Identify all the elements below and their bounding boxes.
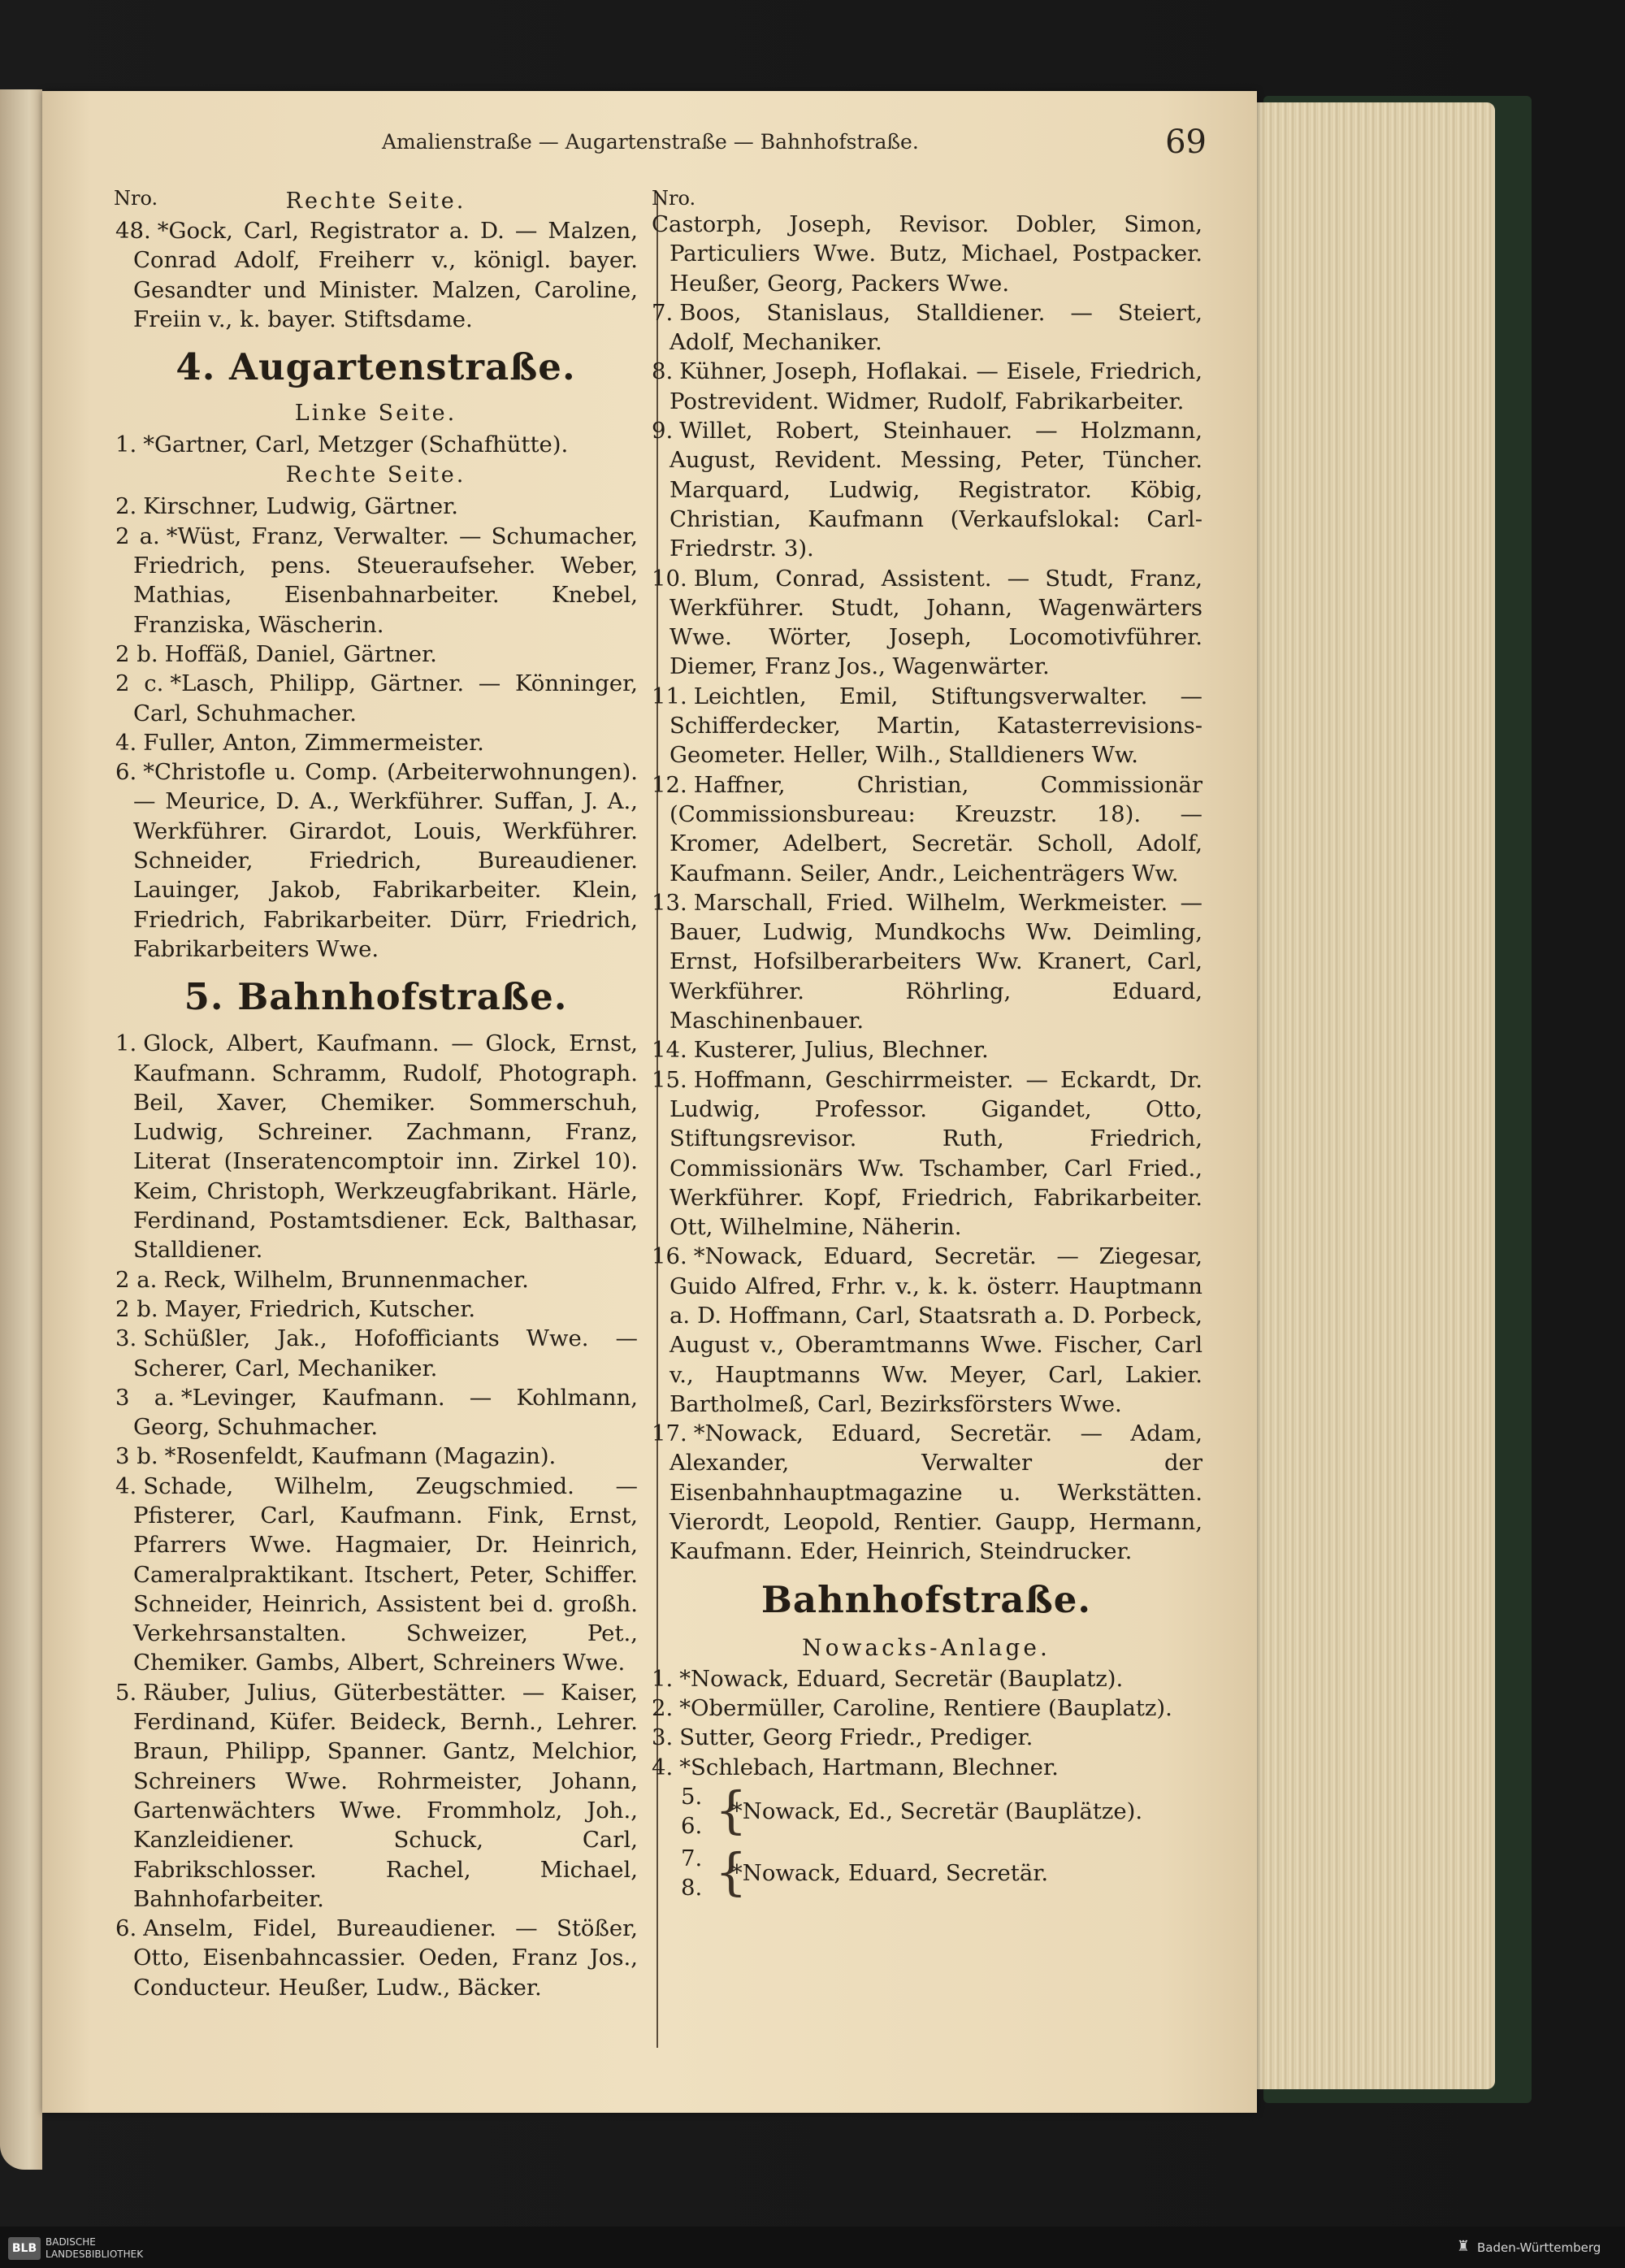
address-entry	[114, 728, 638, 757]
address-entry	[114, 1324, 638, 1383]
brace-symbol: {	[715, 1841, 748, 1902]
blb-logo[interactable]: BLB	[8, 2237, 41, 2260]
address-entry	[114, 1265, 638, 1294]
house-number: 6.	[115, 759, 137, 786]
house-number: 4.	[115, 729, 137, 756]
house-number: 3 a.	[115, 1384, 175, 1411]
house-number: 16.	[652, 1243, 687, 1270]
entry-text: Marschall, Fried. Wilhelm, Werkmeister. — Bauer, Ludwig, Mundkochs Ww. Deimling, Ernst, Hofsilberarbeiters Ww. Kranert, Carl, Werkführer. Röhrling, Eduard, Maschinenbauer.	[670, 889, 1202, 1034]
side-heading: Linke Seite.	[294, 401, 457, 427]
brace-symbol: {	[715, 1780, 748, 1840]
entry-text: *Rosenfeldt, Kaufmann (Magazin).	[164, 1443, 557, 1470]
house-number: 3 b.	[115, 1443, 158, 1470]
address-entry	[114, 216, 638, 334]
entry-text: *Wüst, Franz, Verwalter. — Schumacher, Friedrich, pens. Steueraufseher. Weber, Mathias, Eisenbahnarbeiter. Knebel, Franziska, Wäscherin.	[133, 523, 638, 638]
house-number: 2 c.	[115, 670, 164, 697]
house-number: 3.	[652, 1724, 674, 1751]
address-entry	[650, 1723, 1202, 1752]
address-entry	[650, 770, 1202, 888]
blb-library-name[interactable]	[46, 2236, 224, 2264]
sub-heading: Nowacks-Anlage.	[802, 1633, 1051, 1661]
page-number: 69	[1165, 124, 1207, 161]
house-number: 2.	[652, 1694, 674, 1721]
address-entry-continued	[650, 210, 1202, 298]
blb-name-line-1: BADISCHE	[46, 2236, 96, 2248]
facing-page-edge	[0, 89, 42, 2170]
house-number: 1.	[115, 1030, 137, 1057]
braced-entries	[650, 1841, 1202, 1909]
right-column	[650, 187, 1202, 1909]
entry-text: Fuller, Anton, Zimmermeister.	[143, 729, 484, 756]
entry-text: Willet, Robert, Steinhauer. — Holzmann, August, Revident. Messing, Peter, Tüncher. Marquard, Ludwig, Registrator. Köbig, Christian, Kaufmann (Verkaufslokal: Carl-Friedrstr. 3).	[670, 418, 1202, 562]
entry-text: Hoffmann, Geschirrmeister. — Eckardt, Dr. Ludwig, Professor. Gigandet, Otto, Stiftungsrevisor. Ruth, Friedrich, Commissionärs Ww. Tschamber, Carl Fried., Werkführer. Kopf, Friedrich, Fabrikarbeiter. Ott, Wilhelmine, Näherin.	[670, 1066, 1202, 1241]
address-entry	[650, 1035, 1202, 1065]
entry-text: Haffner, Christian, Commissionär (Commissionsbureau: Kreuzstr. 18). — Kromer, Adelbert, Secretär. Scholl, Adolf, Kaufmann. Seiler, Andr., Leichenträgers Ww.	[670, 771, 1202, 887]
house-number: 2 a.	[115, 523, 160, 549]
entry-text: Kirschner, Ludwig, Gärtner.	[143, 493, 458, 520]
house-number: 2 b.	[115, 1295, 158, 1322]
entry-text: *Nowack, Eduard, Secretär.	[731, 1859, 1049, 1886]
address-entry	[114, 757, 638, 964]
house-number: 12.	[652, 771, 687, 798]
entry-text: *Obermüller, Caroline, Rentiere (Bauplatz).	[679, 1694, 1172, 1721]
address-entry	[114, 522, 638, 640]
entry-text: Castorph, Joseph, Revisor. Dobler, Simon, Particuliers Wwe. Butz, Michael, Postpacker. Heußer, Georg, Packers Wwe.	[652, 211, 1202, 297]
baden-wuerttemberg-crest-icon[interactable]: ♜	[1456, 2238, 1471, 2255]
address-entry	[650, 1419, 1202, 1566]
address-entry	[650, 1693, 1202, 1723]
entry-text: *Nowack, Eduard, Secretär (Bauplatz).	[679, 1665, 1124, 1692]
house-number: 17.	[652, 1420, 687, 1447]
entry-text: Kühner, Joseph, Hoflakai. — Eisele, Friedrich, Postrevident. Widmer, Rudolf, Fabrikarbeiter.	[670, 358, 1202, 414]
entry-text: Leichtlen, Emil, Stiftungsverwalter. — Schifferdecker, Martin, Katasterrevisions-Geometer. Heller, Wilh., Stalldieners Ww.	[670, 683, 1202, 769]
address-entry	[650, 416, 1202, 563]
entry-text: Glock, Albert, Kaufmann. — Glock, Ernst, Kaufmann. Schramm, Rudolf, Photograph. Beil, Xaver, Chemiker. Sommerschuh, Ludwig, Schreiner. Zachmann, Franz, Literat (Inseratencomptoir inn. Zirkel 10). Keim, Christoph, Werkzeugfabrikant. Härle, Ferdinand, Postamtsdiener. Eck, Balthasar, Stalldiener.	[133, 1030, 638, 1264]
address-entry	[650, 1242, 1202, 1419]
address-entry	[114, 1383, 638, 1442]
house-number: 9.	[652, 418, 674, 444]
house-number: 15.	[652, 1066, 687, 1093]
entry-text: Kusterer, Julius, Blechner.	[693, 1037, 989, 1064]
entry-text: Boos, Stanislaus, Stalldiener. — Steiert, Adolf, Mechaniker.	[670, 299, 1202, 356]
entry-text: Sutter, Georg Friedr., Prediger.	[679, 1724, 1034, 1751]
house-number: 10.	[652, 565, 687, 592]
nro-label: Nro.	[114, 187, 158, 210]
house-number: 5.	[115, 1679, 137, 1706]
house-number: 3.	[115, 1325, 137, 1352]
nro-label: Nro.	[652, 187, 696, 210]
address-entry	[650, 1065, 1202, 1242]
entry-text: *Schlebach, Hartmann, Blechner.	[679, 1754, 1059, 1780]
house-number: 13.	[652, 889, 687, 916]
side-heading: Rechte Seite.	[285, 189, 466, 214]
house-number: 1.	[115, 431, 137, 458]
address-entry	[114, 1914, 638, 2002]
street-heading: 5. Bahnhofstraße.	[184, 975, 568, 1019]
entry-text: Schüßler, Jak., Hofofficiants Wwe. — Scherer, Carl, Mechaniker.	[133, 1325, 638, 1381]
address-entry	[114, 640, 638, 669]
address-entry	[114, 1294, 638, 1324]
entry-text: Schade, Wilhelm, Zeugschmied. — Pfisterer, Carl, Kaufmann. Fink, Ernst, Pfarrers Wwe. Hagmaier, Dr. Heinrich, Cameralpraktikant. Itschert, Peter, Schiffer. Schneider, Heinrich, Assistent bei d. großh. Verkehrsanstalten. Schweizer, Pet., Chemiker. Gambs, Albert, Schreiners Wwe.	[133, 1472, 638, 1676]
street-heading: Bahnhofstraße.	[760, 1577, 1092, 1621]
house-number-pair: 5. 6.	[681, 1783, 703, 1839]
street-heading: 4. Augartenstraße.	[176, 345, 576, 389]
house-number: 2 b.	[115, 640, 158, 667]
house-number: 48.	[115, 218, 151, 244]
address-entry	[650, 564, 1202, 682]
entry-text: Anselm, Fidel, Bureaudiener. — Stößer, Otto, Eisenbahncassier. Oeden, Franz Jos., Conducteur. Heußer, Ludw., Bäcker.	[133, 1915, 638, 2001]
address-entry	[114, 669, 638, 728]
address-entry	[650, 1664, 1202, 1693]
entry-text: *Christofle u. Comp. (Arbeiterwohnungen). — Meurice, D. A., Werkführer. Suffan, J. A., Werkführer. Girardot, Louis, Werkführer. Schneider, Friedrich, Bureaudiener. Lauinger, Jakob, Fabrikarbeiter. Klein, Friedrich, Fabrikarbeiter. Dürr, Friedrich, Fabrikarbeiters Wwe.	[133, 759, 638, 962]
address-entry	[114, 1472, 638, 1678]
running-head: Amalienstraße — Augartenstraße — Bahnhofstraße.	[382, 130, 919, 154]
house-number-pair: 7. 8.	[681, 1845, 703, 1901]
page-block-edges	[1251, 102, 1495, 2089]
house-number: 6.	[115, 1915, 137, 1942]
address-entry	[650, 682, 1202, 770]
house-number: 4.	[652, 1754, 674, 1780]
side-heading: Rechte Seite.	[285, 462, 466, 488]
entry-text: *Nowack, Eduard, Secretär. — Ziegesar, Guido Alfred, Frhr. v., k. k. österr. Hauptmann a. D. Hoffmann, Carl, Staatsrath a. D. Porbeck, August v., Oberamtmanns Wwe. Fischer, Carl v., Hauptmanns Ww. Meyer, Carl, Lakier. Bartholmeß, Carl, Bezirksförsters Wwe.	[670, 1243, 1202, 1417]
entry-text: Mayer, Friedrich, Kutscher.	[164, 1295, 476, 1322]
entry-text: *Lasch, Philipp, Gärtner. — Könninger, Carl, Schuhmacher.	[133, 670, 638, 726]
house-number: 8.	[652, 358, 674, 385]
address-entry	[114, 430, 638, 459]
address-entry	[114, 1442, 638, 1471]
address-entry	[650, 298, 1202, 358]
viewer-footer	[0, 2227, 1625, 2268]
address-entry	[114, 492, 638, 521]
house-number: 7.	[652, 299, 674, 326]
house-number: 1.	[652, 1665, 674, 1692]
address-entry	[114, 1029, 638, 1264]
house-number: 14.	[652, 1037, 687, 1064]
entry-text: Reck, Wilhelm, Brunnenmacher.	[163, 1266, 529, 1293]
address-entry	[650, 357, 1202, 416]
entry-text: *Nowack, Ed., Secretär (Bauplätze).	[731, 1797, 1143, 1824]
entry-text: *Nowack, Eduard, Secretär. — Adam, Alexander, Verwalter der Eisenbahnhauptmagazine u. Werkstätten. Vierordt, Leopold, Rentier. Gaupp, Hermann, Kaufmann. Eder, Heinrich, Steindrucker.	[670, 1420, 1202, 1565]
address-entry	[650, 888, 1202, 1035]
house-number: 4.	[115, 1472, 137, 1499]
entry-text: *Gartner, Carl, Metzger (Schafhütte).	[143, 431, 569, 458]
entry-text: Hoffäß, Daniel, Gärtner.	[164, 640, 437, 667]
address-entry	[114, 1678, 638, 1914]
entry-text: Räuber, Julius, Güterbestätter. — Kaiser, Ferdinand, Küfer. Beideck, Bernh., Lehrer. Braun, Philipp, Spanner. Gantz, Melchior, Schreiners Wwe. Rohrmeister, Johann, Gartenwächters Wwe. Frommholz, Joh., Kanzleidiener. Schuck, Carl, Fabrikschlosser. Rachel, Michael, Bahnhofarbeiter.	[133, 1679, 638, 1912]
house-number: 2 a.	[115, 1266, 158, 1293]
entry-text: Blum, Conrad, Assistent. — Studt, Franz, Werkführer. Studt, Johann, Wagenwärters Wwe. Wörter, Joseph, Locomotivführer. Diemer, Franz Jos., Wagenwärter.	[670, 565, 1202, 680]
left-column	[114, 187, 638, 2002]
house-number: 2.	[115, 493, 137, 520]
baden-wuerttemberg-label[interactable]: Baden-Württemberg	[1477, 2240, 1601, 2255]
entry-text: *Levinger, Kaufmann. — Kohlmann, Georg, Schuhmacher.	[133, 1384, 638, 1441]
entry-text: *Gock, Carl, Registrator a. D. — Malzen, Conrad Adolf, Freiherr v., königl. bayer. Gesandter und Minister. Malzen, Caroline, Freiin v., k. bayer. Stiftsdame.	[133, 218, 638, 332]
address-entry	[650, 1753, 1202, 1782]
blb-name-line-2: LANDESBIBLIOTHEK	[46, 2248, 144, 2260]
house-number: 11.	[652, 683, 687, 709]
